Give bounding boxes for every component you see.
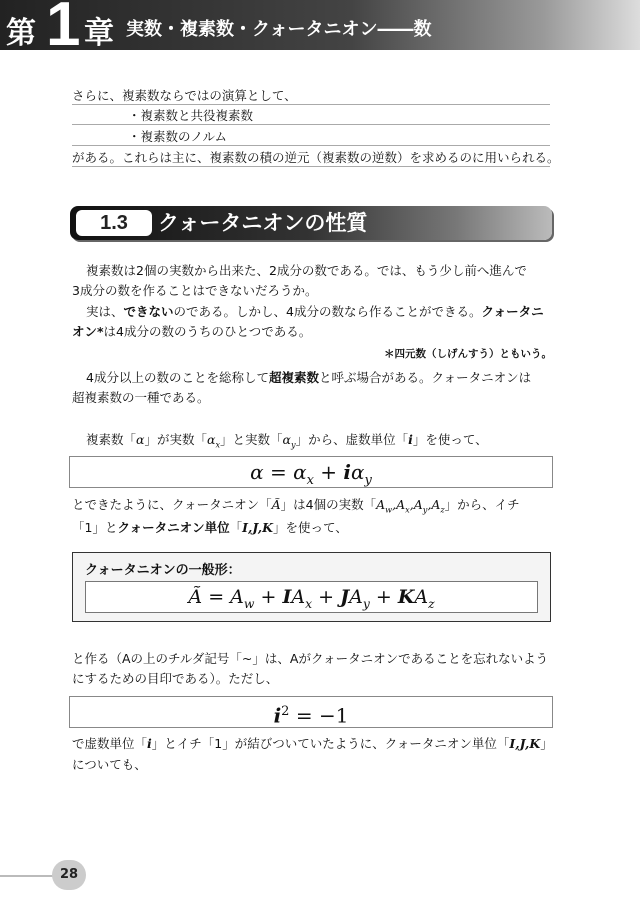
chapter-header [0,0,640,59]
paragraph-2a: 実は、できないのである。しかし、4成分の数なら作ることができる。クォータニ [86,304,544,319]
paragraph-7b: にするための目印である）。ただし、 [72,671,279,686]
page-number: 28 [52,860,86,890]
paragraph-5: とできたように、クォータニオン「Ã」は4個の実数「$A_w,A_x,A_y,A_z$」から、イチ [72,497,520,515]
equation-quaternion: Ã = $A_w + IA_x + JA_y + KA_z$ [85,581,538,613]
paragraph-7a: と作る（Aの上のチルダ記号「~」は、Aがクォータニオンであることを忘れないよう [72,651,549,666]
chapter-prefix: 第 [6,16,36,51]
general-form-label: クォータニオンの一般形： [85,563,241,578]
paragraph-8b: についても、 [72,757,147,772]
section-title: クォータニオンの性質 [158,211,368,235]
chapter-number: 1 [46,0,81,59]
footnote: ＊四元数（しげんすう）ともいう。 [384,348,552,360]
intro-line-1: さらに、複素数ならではの演算として、 [72,88,550,105]
paragraph-4: 複素数「α」が実数「$\alpha_x$」と実数「$\alpha_y$」から、虚数単位「i」を使って、 [86,432,488,450]
paragraph-1b: 3成分の数を作ることはできないだろうか。 [72,283,318,298]
intro-bullet-2: ・複素数のノルム [72,129,550,146]
chapter-title: 実数・複素数・クォータニオン――数 [126,19,432,40]
paragraph-8a: で虚数単位「i」とイチ「1」が結びついていたように、クォータニオン単位「I,J,K」 [72,736,553,751]
equation-complex: $\alpha = \alpha_x + i\alpha_y$ [69,456,553,488]
section-number: 1.3 [76,210,152,236]
paragraph-1a: 複素数は2個の実数から出来た、2成分の数である。では、もう少し前へ進んで [86,263,527,278]
general-form-box [72,552,551,622]
equation-imaginary-unit: $i^2 = -1$ [69,696,553,728]
section-heading [70,206,552,240]
paragraph-3b: 超複素数の一種である。 [72,390,210,405]
paragraph-3a: 4成分以上の数のことを総称して超複素数と呼ぶ場合がある。クォータニオンは [86,370,532,385]
intro-line-2: がある。これらは主に、複素数の積の逆元（複素数の逆数）を求めるのに用いられる。 [72,150,560,165]
intro-bullet-1: ・複素数と共役複素数 [72,108,550,125]
paragraph-6: 「1」とクォータニオン単位「I,J,K」を使って、 [72,520,348,535]
chapter-suffix: 章 [84,16,114,51]
paragraph-2b: オン*は4成分の数のうちのひとつである。 [72,324,312,339]
